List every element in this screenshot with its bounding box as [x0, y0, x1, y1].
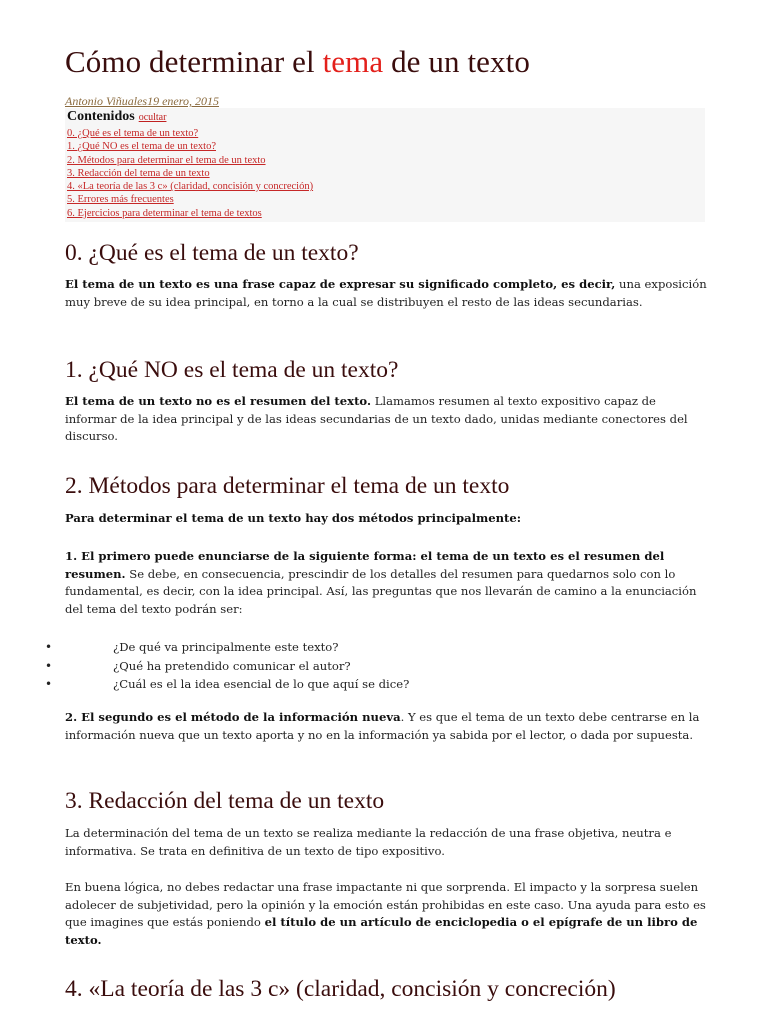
list-item: • ¿Cuál es el la idea esencial de lo que aquí se dice? — [45, 675, 409, 694]
list-item: • ¿De qué va principalmente este texto? — [45, 638, 409, 657]
toc-hide-link[interactable]: ocultar — [138, 112, 167, 123]
method-1-bold: 1. El primero puede enunciarse de la siguiente forma: el tema de un texto es el resumen del resumen. — [65, 549, 665, 581]
method-1-text: Se debe, en consecuencia, prescindir de los detalles del resumen para quedarnos solo con lo fundamental, es decir, con la idea principal. Así, las preguntas que nos llevarán de camino a la enunciación del tema del texto podrán ser: — [65, 566, 697, 616]
toc-item[interactable]: 5. Errores más frecuentes — [67, 194, 174, 206]
toc-item[interactable]: 3. Redacción del tema de un texto — [67, 167, 210, 179]
section-0-heading: 0. ¿Qué es el tema de un texto? — [65, 240, 359, 266]
section-1-paragraph — [65, 393, 710, 446]
method-2-paragraph — [65, 709, 710, 744]
section-2-intro — [65, 510, 710, 528]
toc-list — [67, 127, 702, 220]
toc-item[interactable]: 1. ¿Qué NO es el tema de un texto? — [67, 141, 216, 153]
section-1-bold: El tema de un texto no es el resumen del texto. — [65, 394, 372, 408]
section-0-paragraph — [65, 276, 710, 311]
question-list — [45, 638, 409, 694]
section-2-heading: 2. Métodos para determinar el tema de un texto — [65, 473, 510, 499]
toc-item[interactable]: 2. Métodos para determinar el tema de un texto — [67, 154, 266, 166]
section-3-bold: el título de un artículo de enciclopedia o el epígrafe de un libro de texto. — [65, 915, 698, 947]
section-4-heading: 4. «La teoría de las 3 c» (claridad, concisión y concreción) — [65, 976, 616, 1002]
method-2-bold: 2. El segundo es el método de la información nueva — [65, 710, 401, 724]
toc-heading: Contenidos — [67, 109, 135, 124]
toc-header — [67, 109, 702, 125]
table-of-contents — [65, 108, 705, 222]
method-2-text: . Y es que el tema de un texto debe centrarse en la información nueva que un texto aporta y no en la información ya sabida por el lector, o dada por supuesta. — [65, 710, 700, 742]
toc-item[interactable]: 4. «La teoría de las 3 c» (claridad, concisión y concreción) — [67, 181, 314, 193]
list-item: • ¿Qué ha pretendido comunicar el autor? — [45, 657, 409, 676]
toc-item[interactable]: 6. Ejercicios para determinar el tema de textos — [67, 207, 262, 219]
byline — [65, 94, 768, 108]
section-0-bold: El tema de un texto es una frase capaz de expresar su significado completo, es decir, — [65, 277, 616, 291]
author-link[interactable]: Antonio Viñuales — [65, 94, 148, 108]
title-text-end: de un texto — [383, 44, 530, 79]
method-1-paragraph — [65, 548, 710, 618]
section-1-heading: 1. ¿Qué NO es el tema de un texto? — [65, 357, 399, 383]
date-link[interactable]: 19 enero, 2015 — [147, 94, 219, 108]
section-0-text: una exposición muy breve de su idea principal, en torno a la cual se distribuyen el resto de las ideas secundarias. — [65, 277, 707, 309]
section-3-heading: 3. Redacción del tema de un texto — [65, 788, 385, 814]
title-accent: tema — [322, 44, 384, 79]
section-3-paragraph-2 — [65, 879, 710, 949]
toc-item[interactable]: 0. ¿Qué es el tema de un texto? — [67, 128, 199, 139]
title-text: Cómo determinar el — [65, 44, 323, 79]
section-3-text: En buena lógica, no debes redactar una frase impactante ni que sorprenda. El impacto y la sorpresa suelen adolecer de subjetividad, pero la opinión y la emoción están prohibidas en este caso. Una ayuda para esto es que imagines que estás poniendo — [65, 880, 706, 929]
section-1-text: Llamamos resumen al texto expositivo capaz de informar de la idea principal y de las ideas secundarias de un texto dado, unidas mediante conectores del discurso. — [65, 394, 688, 443]
page-title — [65, 0, 768, 80]
section-2-intro-bold: Para determinar el tema de un texto hay dos métodos principalmente: — [65, 511, 522, 525]
section-3-paragraph-1: La determinación del tema de un texto se realiza mediante la redacción de una frase objetiva, neutra e informativa. Se trata en definitiva de un texto de tipo expositivo. — [65, 826, 672, 858]
